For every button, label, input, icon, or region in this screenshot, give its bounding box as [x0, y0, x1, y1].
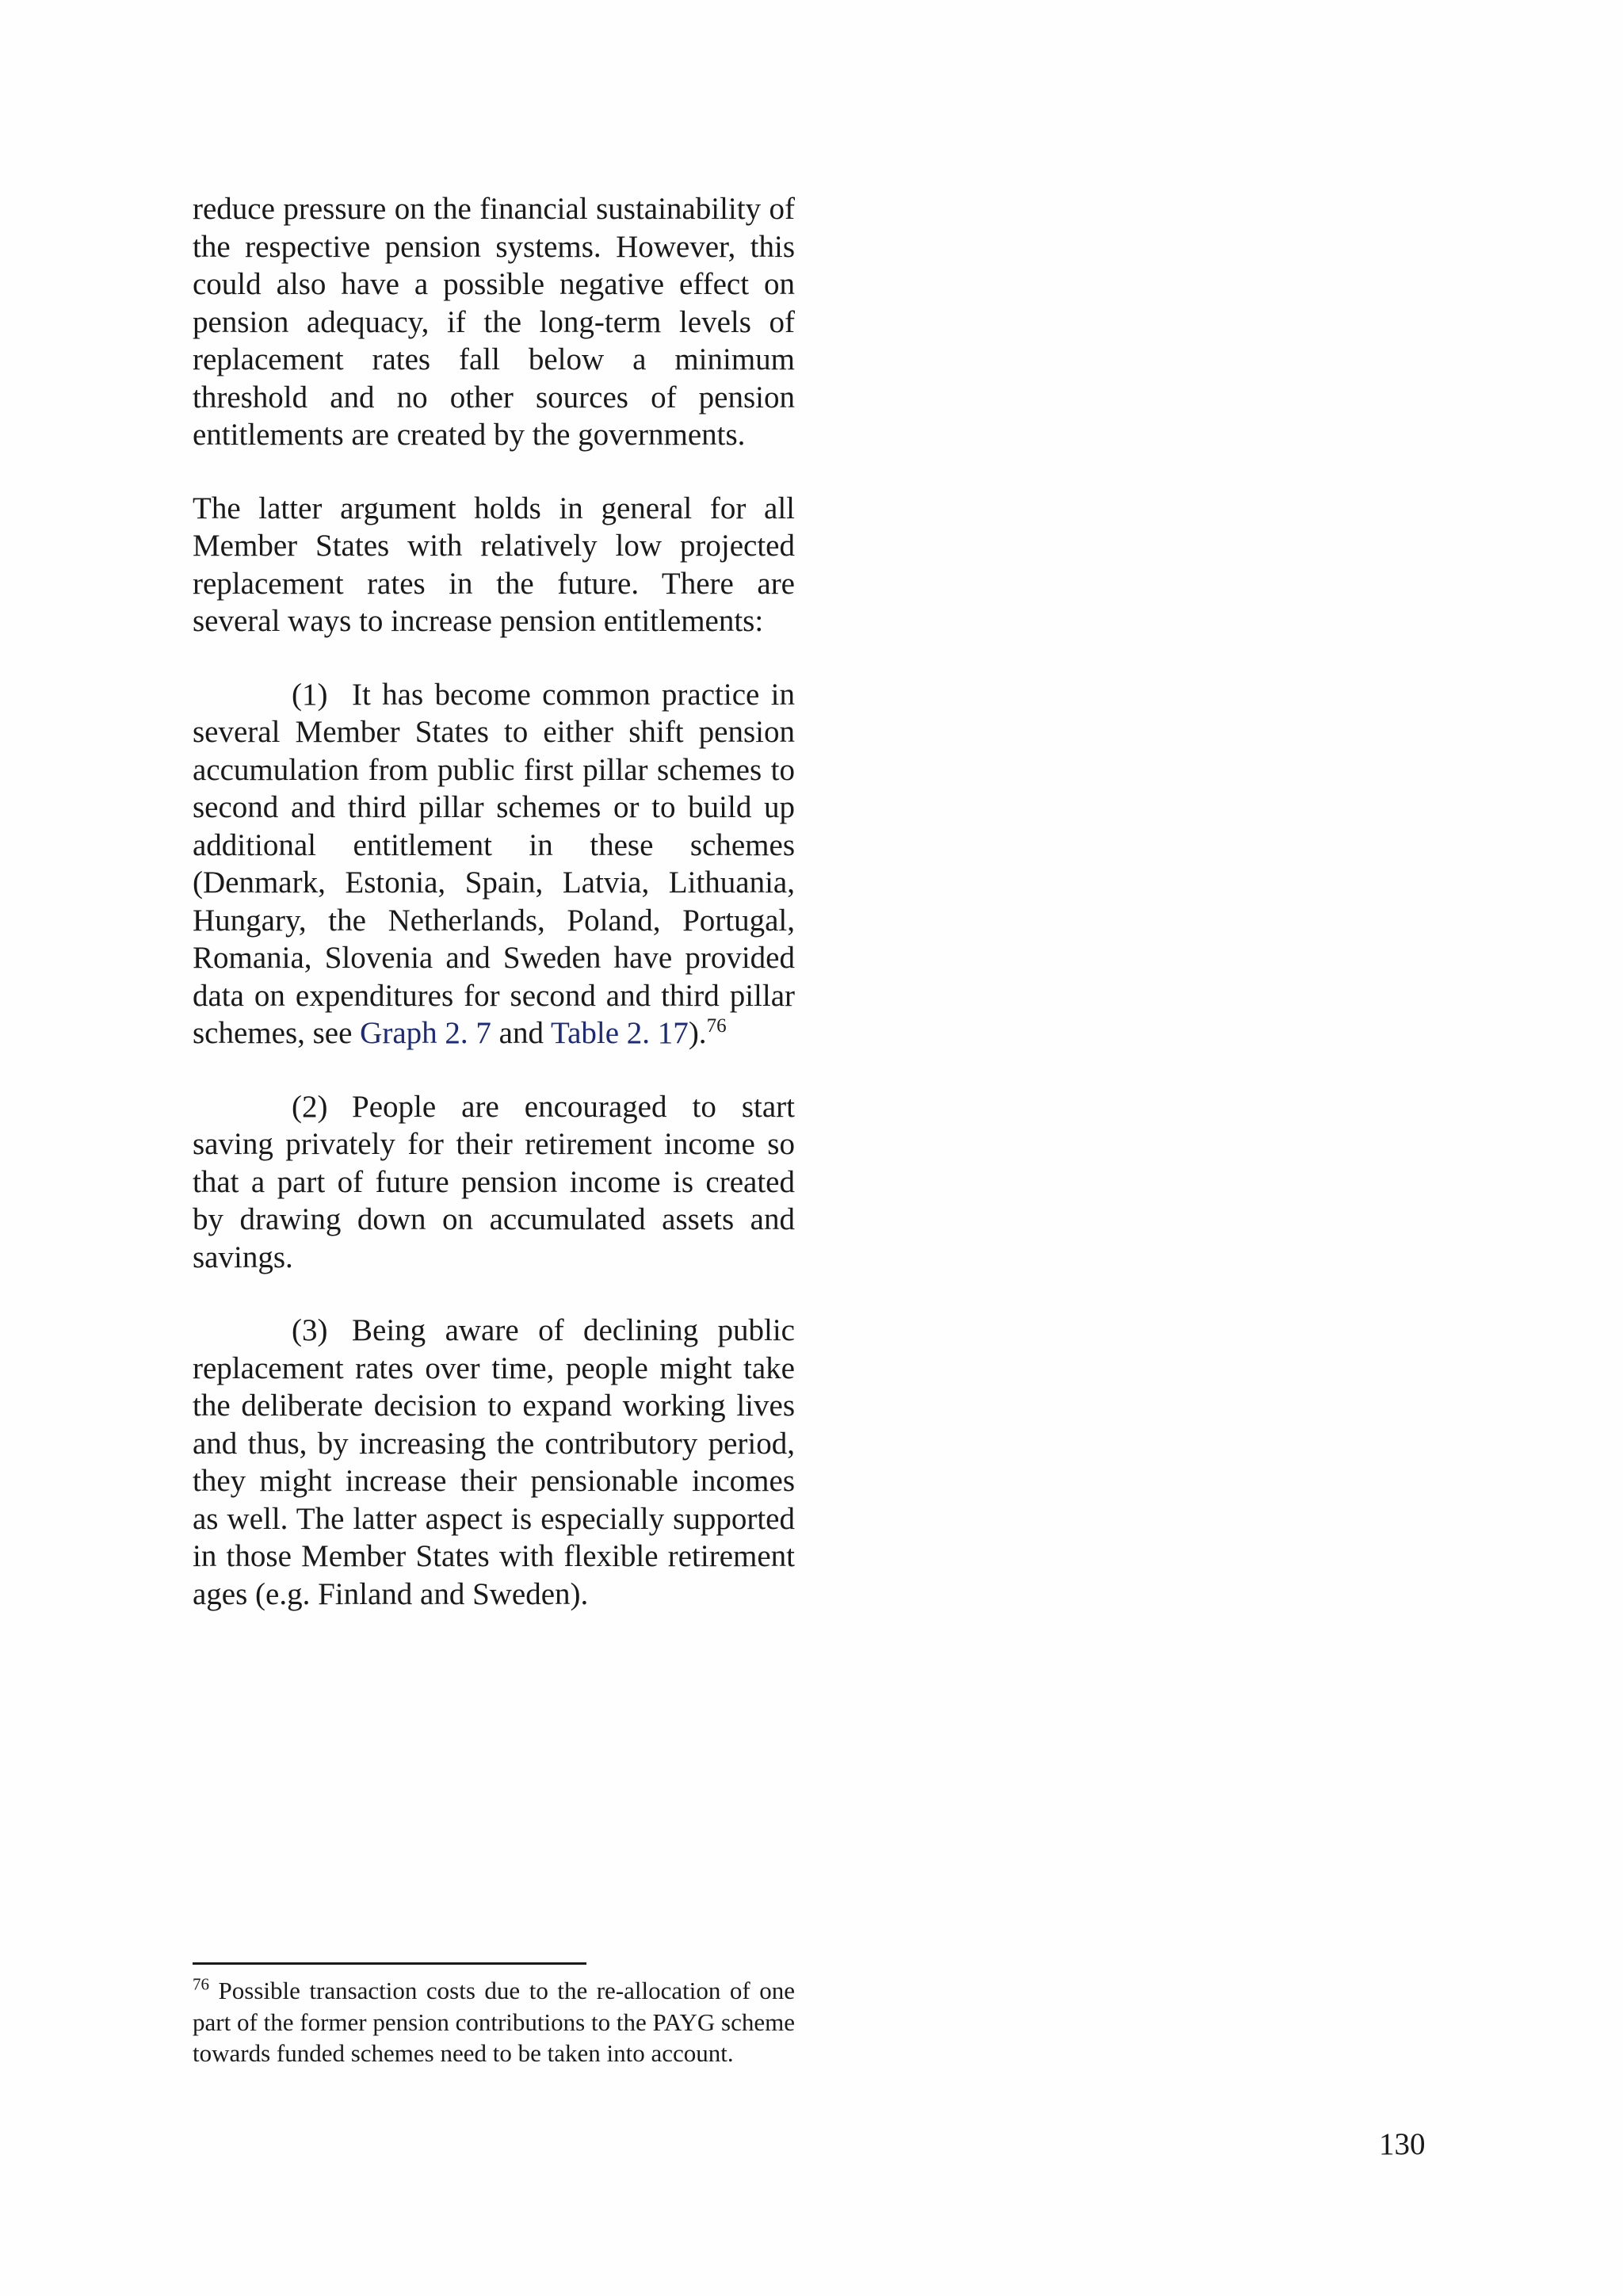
list-item-2 [193, 1088, 795, 1277]
list-item-text: It has become common practice in several Member States to either shift pension accumulation from public first pillar schemes to second and third pillar schemes or to build up additional entitlement in these schemes (Denmark, Estonia, Spain, Latvia, Lithuania, Hungary, the Netherlands, Poland, Portugal, Romania, Slovenia and Sweden have provided data on expenditures for second and third pillar schemes, see [193, 677, 795, 1050]
footnote-divider [193, 1962, 586, 1965]
footnote-text: Possible transaction costs due to the re-allocation of one part of the former pension contributions to the PAYG scheme towards funded schemes need to be taken into account. [193, 1977, 795, 2067]
paragraph-latter-argument: The latter argument holds in general for all Member States with relatively low projected replacement rates in the future. There are several ways to increase pension entitlements: [193, 491, 795, 638]
list-item-number: (2) [292, 1089, 328, 1124]
list-item-1 [193, 676, 795, 1052]
list-item-number: (3) [292, 1313, 328, 1347]
table-2-17-link[interactable]: Table 2. 17 [551, 1016, 689, 1050]
page-number: 130 [1379, 2127, 1426, 2161]
list-item-closing: ). [688, 1016, 707, 1050]
footnote-number: 76 [193, 1974, 209, 1994]
list-item-connector: and [491, 1016, 551, 1050]
footnote-76 [193, 1975, 795, 2069]
list-item-text: Being aware of declining public replacement rates over time, people might take the deliberate decision to expand working lives and thus, by increasing the contributory period, they might increase their pensionable incomes as well. The latter aspect is especially supported in those Member States with flexible retirement ages (e.g. Finland and Sweden). [193, 1313, 795, 1611]
graph-2-7-link[interactable]: Graph 2. 7 [360, 1016, 491, 1050]
main-text-column [193, 190, 795, 1648]
paragraph-sustainability: reduce pressure on the financial sustainability of the respective pension systems. However, this could also have a possible negative effect on pension adequacy, if the long-term levels of replacement rates fall below a minimum threshold and no other sources of pension entitlements are created by the governments. [193, 192, 795, 452]
list-item-text: People are encouraged to start saving privately for their retirement income so that a part of future pension income is created by drawing down on accumulated assets and savings. [193, 1089, 795, 1274]
footnote-reference-76[interactable]: 76 [706, 1015, 727, 1037]
list-item-number: (1) [292, 677, 328, 712]
list-item-3 [193, 1312, 795, 1613]
